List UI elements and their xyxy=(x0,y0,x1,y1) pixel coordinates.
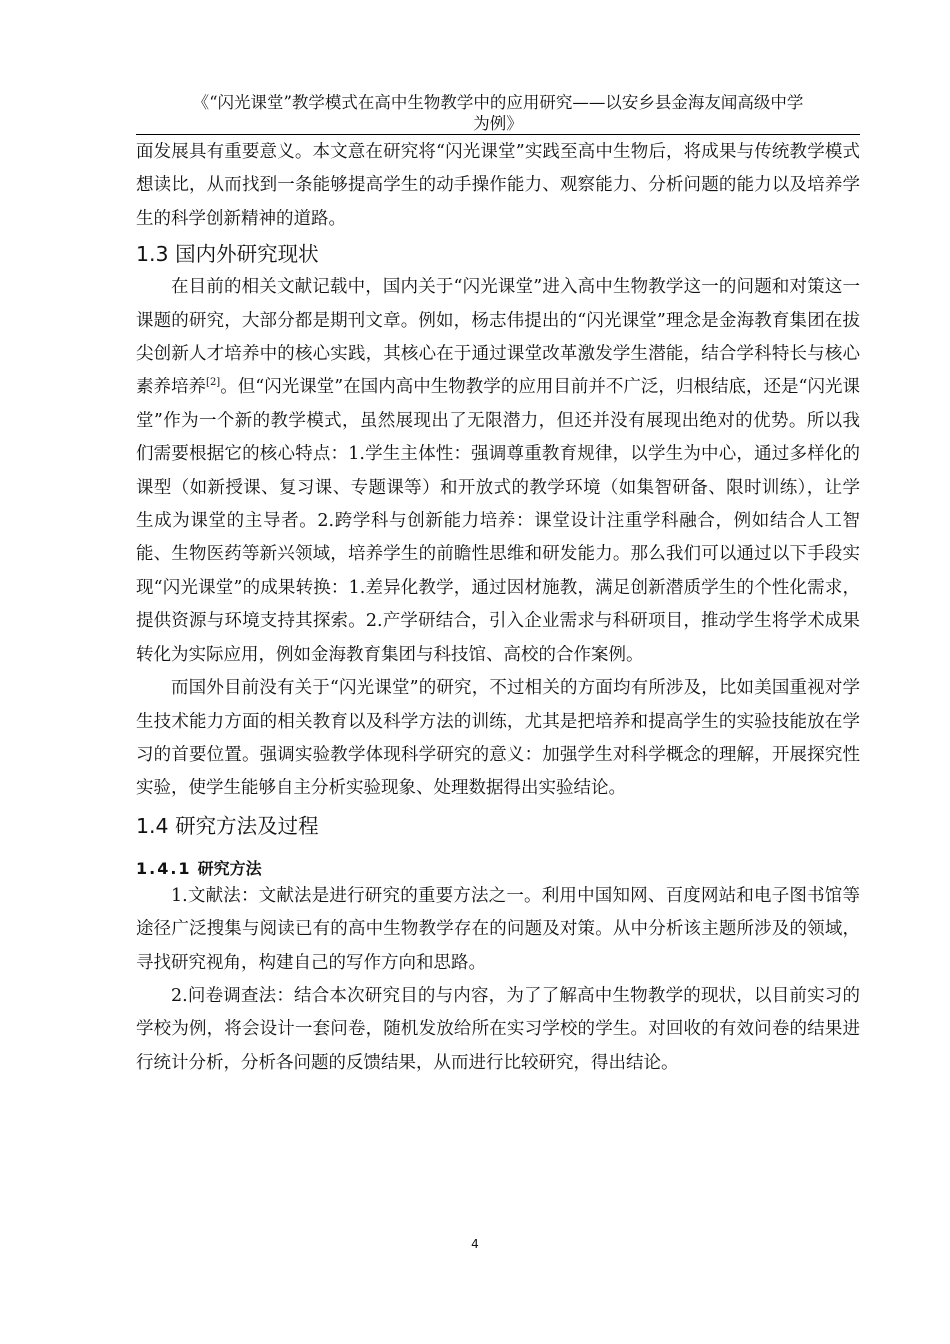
paragraph-domestic-research xyxy=(136,271,860,672)
section-heading-1-3: 1.3 国内外研究现状 xyxy=(136,242,319,267)
citation-ref: [2] xyxy=(206,377,221,389)
subsection-title: 研究方法 xyxy=(197,858,262,878)
paragraph-foreign-research: 而国外目前没有关于“闪光课堂”的研究，不过相关的方面均有所涉及，比如美国重视对学生技术能力方面的相关教育以及科学方法的训练，尤其是把培养和提高学生的实验技能放在学习的首要位置。强调实验教学体现科学研究的意义：加强学生对科学概念的理解，开展探究性实验，使学生能够自主分析实验现象、处理数据得出实验结论。 xyxy=(136,678,860,799)
intro-paragraph: 面发展具有重要意义。本文意在研究将“闪光课堂”实践至高中生物后，将成果与传统教学模式想读比，从而找到一条能够提高学生的动手操作能力、观察能力、分析问题的能力以及培养学生的科学创新精神的道路。 xyxy=(136,142,860,229)
section-heading-1-4: 1.4 研究方法及过程 xyxy=(136,813,319,838)
paragraph-text: 在目前的相关文献记载中，国内关于“闪光课堂”进入高中生物教学这一的问题和对策这一课题的研究，大部分都是期刊文章。例如，杨志伟提出的“闪光课堂”理念是金海教育集团在拔尖创新人才培养中的核心实践，其核心在于通过课堂改革激发学生潜能，结合学科特长与核心素养培养 xyxy=(136,277,860,398)
subsection-number: 1.4.1 xyxy=(136,858,192,878)
page-body xyxy=(136,136,860,1080)
header-title-line-2: 为例》 xyxy=(473,114,523,133)
paragraph-literature-method: 1.文献法：文献法是进行研究的重要方法之一。利用中国知网、百度网站和电子图书馆等途径广泛搜集与阅读已有的高中生物教学存在的问题及对策。从中分析该主题所涉及的领域，寻找研究视角，构建自己的写作方向和思路。 xyxy=(136,885,860,973)
running-header xyxy=(136,92,860,134)
header-title-line-1: 《“闪光课堂”教学模式在高中生物教学中的应用研究——以安乡县金海友闻高级中学 xyxy=(192,93,804,112)
page-number: 4 xyxy=(471,1237,479,1251)
subsection-heading-1-4-1 xyxy=(136,858,860,880)
paragraph-text: 。但“闪光课堂”在国内高中生物教学的应用目前并不广泛，归根结底，还是“闪光课堂”作为一个新的教学模式，虽然展现出了无限潜力，但还并没有展现出绝对的优势。所以我们需要根据它的核心特点：1.学生主体性：强调尊重教育规律，以学生为中心，通过多样化的课型（如新授课、复习课、专题课等）和开放式的教学环境（如集智研备、限时训练），让学生成为课堂的主导者。2.跨学科与创新能力培养：课堂设计注重学科融合，例如结合人工智能、生物医药等新兴领域，培养学生的前瞻性思维和研发能力。那么我们可以通过以下手段实现“闪光课堂”的成果转换：1.差异化教学，通过因材施教，满足创新潜质学生的个性化需求，提供资源与环境支持其探索。2.产学研结合，引入企业需求与科研项目，推动学生将学术成果转化为实际应用，例如金海教育集团与科技馆、高校的合作案例。 xyxy=(136,377,860,665)
header-rule xyxy=(136,134,860,135)
paragraph-questionnaire-method: 2.问卷调查法：结合本次研究目的与内容，为了了解高中生物教学的现状，以目前实习的学校为例，将会设计一套问卷，随机发放给所在实习学校的学生。对回收的有效问卷的结果进行统计分析，分析各问题的反馈结果，从而进行比较研究，得出结论。 xyxy=(136,985,860,1073)
